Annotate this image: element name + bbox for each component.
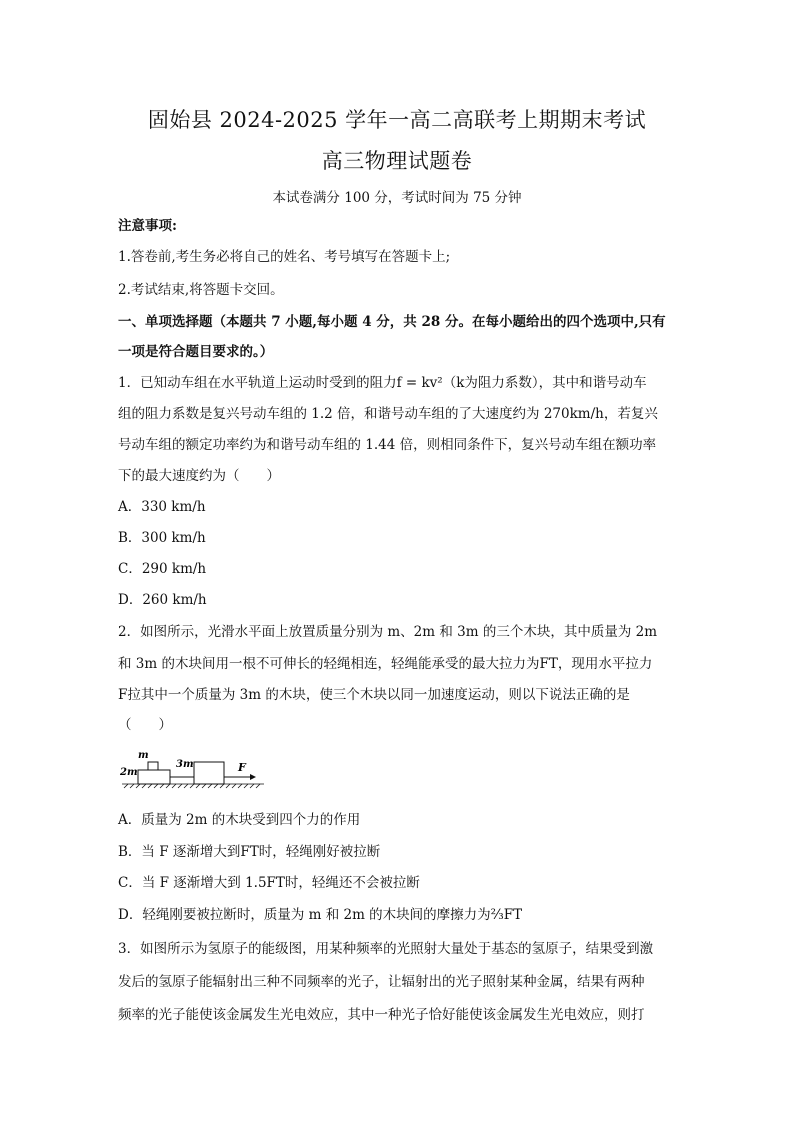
- block-2m: [138, 770, 170, 784]
- exam-subject-title: 高三物理试题卷: [321, 149, 473, 173]
- q1-line2: 组的阻力系数是复兴号动车组的 1.2 倍，和谐号动车组的了大速度约为 270km/h，若复兴: [118, 406, 658, 422]
- exam-info: 本试卷满分 100 分，考试时间为 75 分钟: [272, 190, 522, 206]
- q2-line1: 2．如图所示，光滑水平面上放置质量分别为 m、2m 和 3m 的三个木块，其中质量为 2m: [118, 624, 658, 640]
- blocks-figure: [118, 744, 266, 794]
- label-3m: 3m: [176, 759, 194, 770]
- label-m: m: [138, 750, 149, 761]
- q1-line4: 下的最大速度约为（ ）: [118, 468, 280, 484]
- notes-heading: 注意事项:: [118, 218, 177, 234]
- q2-option-d: D．轻绳刚要被拉断时，质量为 m 和 2m 的木块间的摩擦力为⅔FT: [118, 907, 523, 923]
- q1-option-c: C．290 km/h: [118, 561, 207, 577]
- q3-line1: 3．如图所示为氢原子的能级图，用某种频率的光照射大量处于基态的氢原子，结果受到激: [118, 941, 654, 957]
- section-heading-line1: 一、单项选择题（本题共 7 小题,每小题 4 分，共 28 分。在每小题给出的四个选项中,只有: [118, 314, 666, 330]
- ground-hatching: [122, 784, 264, 788]
- exam-title: 固始县 2024-2025 学年一高二高联考上期期末考试: [147, 108, 647, 132]
- notes-item-1: 1.答卷前,考生务必将自己的姓名、考号填写在答题卡上;: [118, 249, 451, 265]
- q2-line3: F拉其中一个质量为 3m 的木块，使三个木块以同一加速度运动，则以下说法正确的是: [118, 687, 630, 703]
- q2-option-a: A．质量为 2m 的木块受到四个力的作用: [118, 812, 361, 828]
- q2-option-b: B．当 F 逐渐增大到FT时，轻绳刚好被拉断: [118, 844, 381, 860]
- q2-option-c: C．当 F 逐渐增大到 1.5FT时，轻绳还不会被拉断: [118, 875, 420, 891]
- label-f: F: [238, 761, 246, 774]
- q1-option-d: D．260 km/h: [118, 592, 207, 608]
- notes-item-2: 2.考试结束,将答题卡交回。: [118, 282, 284, 298]
- label-2m: 2m: [120, 767, 138, 778]
- q3-line3: 频率的光子能使该金属发生光电效应，其中一种光子恰好能使该金属发生光电效应，则打: [118, 1007, 645, 1023]
- q1-line3: 号动车组的额定功率约为和谐号动车组的 1.44 倍，则相同条件下，复兴号动车组在额功率: [118, 437, 657, 453]
- q1-option-a: A．330 km/h: [118, 499, 206, 515]
- q1-line1: 1．已知动车组在水平轨道上运动时受到的阻力f = kv²（k为阻力系数），其中和谐号动车: [118, 375, 647, 391]
- block-m: [148, 762, 158, 770]
- section-heading-line2: 一项是符合题目要求的。）: [118, 344, 274, 360]
- q2-line2: 和 3m 的木块间用一根不可伸长的轻绳相连，轻绳能承受的最大拉力为FT，现用水平拉力: [118, 656, 653, 672]
- q2-line4: （ ）: [118, 717, 172, 733]
- q3-line2: 发后的氢原子能辐射出三种不同频率的光子，让辐射出的光子照射某种金属，结果有两种: [118, 974, 645, 990]
- force-arrow-head: [250, 774, 256, 780]
- q1-option-b: B．300 km/h: [118, 530, 206, 546]
- block-3m: [194, 762, 224, 784]
